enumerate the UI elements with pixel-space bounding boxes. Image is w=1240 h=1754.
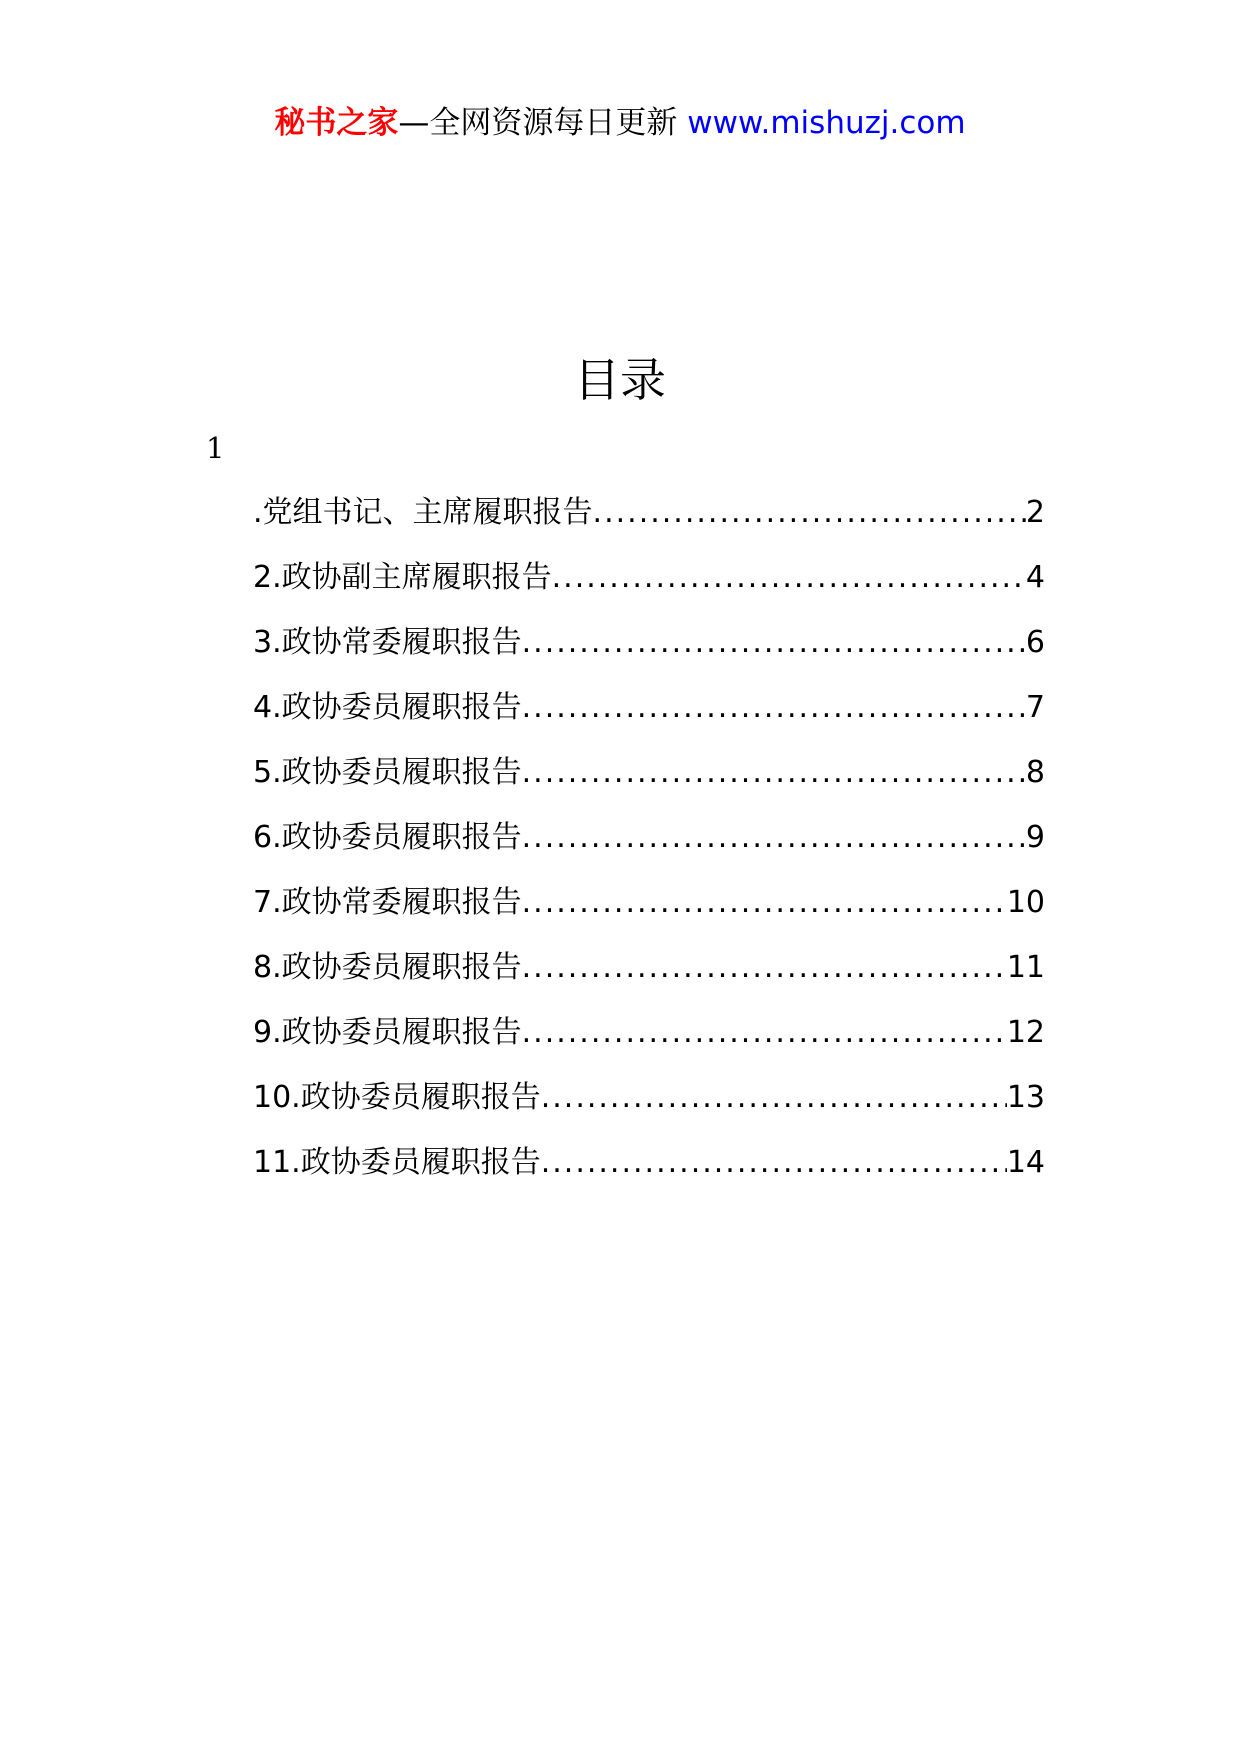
toc-dot-leader	[541, 1140, 1007, 1186]
toc-dot-leader	[522, 750, 1026, 796]
header-slogan: —全网资源每日更新	[398, 105, 688, 141]
toc-entry-page: 13	[1006, 1080, 1045, 1115]
toc-entry-2[interactable]	[253, 555, 1045, 620]
toc-entry-title: 9.政协委员履职报告	[253, 1015, 522, 1050]
toc-entry-title: 11.政协委员履职报告	[253, 1145, 541, 1180]
toc-dot-leader	[522, 945, 1007, 991]
toc-entry-page: 9	[1025, 820, 1045, 855]
toc-entry-7[interactable]	[253, 880, 1045, 945]
toc-entry-page: 12	[1006, 1015, 1045, 1050]
toc-entry-title: 4.政协委员履职报告	[253, 690, 522, 725]
toc-entry-4[interactable]	[253, 685, 1045, 750]
toc-entry-title: 6.政协委员履职报告	[253, 820, 522, 855]
page-header	[0, 100, 1240, 146]
toc-entry-title: 5.政协委员履职报告	[253, 755, 522, 790]
toc-entry-10[interactable]	[253, 1075, 1045, 1140]
toc-entry-page: 14	[1006, 1145, 1045, 1180]
toc-dot-leader	[522, 1010, 1007, 1056]
toc-entry-page: 11	[1006, 950, 1045, 985]
brand-name: 秘书之家	[274, 105, 399, 141]
toc-entry-title: 7.政协常委履职报告	[253, 885, 522, 920]
toc-dot-leader	[522, 620, 1026, 666]
toc-dot-leader	[522, 880, 1007, 926]
site-url-link[interactable]: www.mishuzj.com	[687, 105, 966, 141]
toc-entry-3[interactable]	[253, 620, 1045, 685]
toc-entry-8[interactable]	[253, 945, 1045, 1010]
toc-entry-page: 6	[1025, 625, 1045, 660]
list-number-marker: 1	[206, 431, 225, 465]
toc-entry-title: 10.政协委员履职报告	[253, 1080, 541, 1115]
toc-entry-page: 8	[1025, 755, 1045, 790]
toc-entry-title: 3.政协常委履职报告	[253, 625, 522, 660]
toc-entry-11[interactable]	[253, 1140, 1045, 1205]
toc-entry-9[interactable]	[253, 1010, 1045, 1075]
toc-dot-leader	[593, 490, 1026, 536]
toc-entry-page: 2	[1025, 495, 1045, 530]
toc-entry-1[interactable]	[253, 490, 1045, 555]
toc-entry-title: .党组书记、主席履职报告	[253, 495, 593, 530]
toc-entry-title: 8.政协委员履职报告	[253, 950, 522, 985]
page-title: 目录	[574, 353, 666, 407]
toc-entry-page: 7	[1025, 690, 1045, 725]
table-of-contents	[253, 490, 1045, 1205]
toc-dot-leader	[541, 1075, 1007, 1121]
toc-entry-6[interactable]	[253, 815, 1045, 880]
toc-dot-leader	[522, 685, 1026, 731]
toc-dot-leader	[552, 555, 1026, 601]
toc-entry-title: 2.政协副主席履职报告	[253, 560, 552, 595]
toc-entry-page: 10	[1006, 885, 1045, 920]
toc-dot-leader	[522, 815, 1026, 861]
toc-entry-5[interactable]	[253, 750, 1045, 815]
toc-entry-page: 4	[1025, 560, 1045, 595]
